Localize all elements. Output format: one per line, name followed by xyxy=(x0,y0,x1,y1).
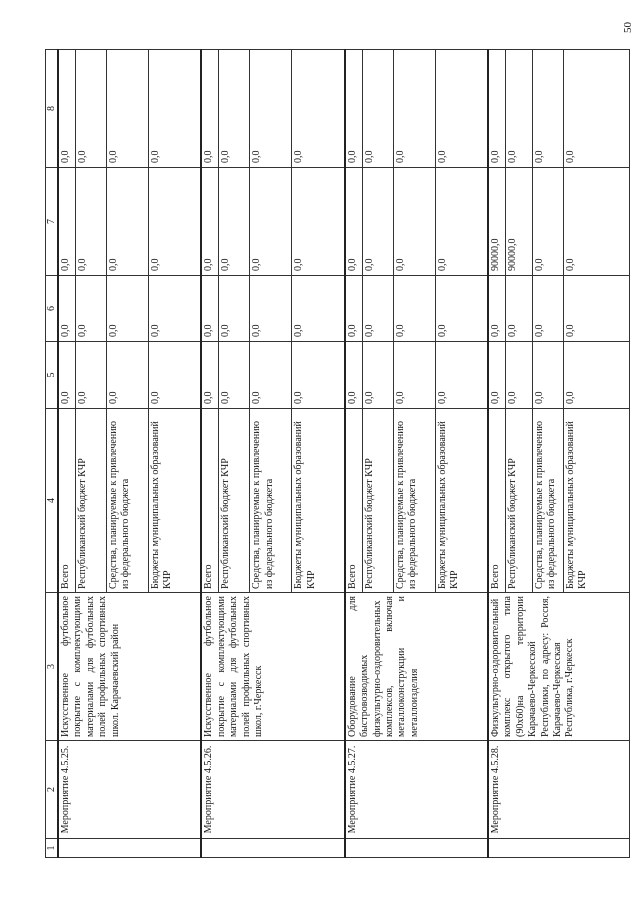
value-cell-col-5: 0,0 xyxy=(250,342,292,409)
value-cell-col-8: 0,0 xyxy=(506,50,532,168)
value-cell-col-5: 0,0 xyxy=(532,342,563,409)
value-cell-col-5: 0,0 xyxy=(345,342,363,409)
value-cell-col-8: 0,0 xyxy=(219,50,250,168)
value-cell-col-8: 0,0 xyxy=(58,50,76,168)
value-cell-col-6: 0,0 xyxy=(219,276,250,342)
value-cell-col-6: 0,0 xyxy=(106,276,148,342)
value-cell-col-7: 0,0 xyxy=(345,168,363,276)
row-number-cell xyxy=(345,839,488,858)
value-cell-col-7: 90000,0 xyxy=(488,168,506,276)
value-cell-col-6: 0,0 xyxy=(563,276,629,342)
event-description-cell: Физкультурно-оздоровительный комплекс открытого типа (90х60)на территории Карачаево-Черкесской Республики, по адресу: Россия, Карачаево-Черкесская Республика, г.Черкесск xyxy=(488,593,629,741)
value-cell-col-6: 0,0 xyxy=(148,276,201,342)
value-cell-col-7: 0,0 xyxy=(106,168,148,276)
event-name-cell: Мероприятие 4.5.28. xyxy=(488,741,629,839)
funding-source-cell: Бюджеты муниципальных образований КЧР xyxy=(148,409,201,593)
column-header-4: 4 xyxy=(46,409,59,593)
value-cell-col-6: 0,0 xyxy=(76,276,107,342)
value-cell-col-5: 0,0 xyxy=(393,342,435,409)
value-cell-col-5: 0,0 xyxy=(488,342,506,409)
value-cell-col-8: 0,0 xyxy=(362,50,393,168)
value-cell-col-7: 0,0 xyxy=(532,168,563,276)
value-cell-col-6: 0,0 xyxy=(435,276,488,342)
funding-source-cell: Средства, планируемые к привлечению из федерального бюджета xyxy=(393,409,435,593)
value-cell-col-6: 0,0 xyxy=(58,276,76,342)
funding-source-cell: Средства, планируемые к привлечению из федерального бюджета xyxy=(532,409,563,593)
event-name-cell: Мероприятие 4.5.26. xyxy=(201,741,344,839)
value-cell-col-7: 0,0 xyxy=(219,168,250,276)
value-cell-col-6: 0,0 xyxy=(488,276,506,342)
value-cell-col-5: 0,0 xyxy=(106,342,148,409)
value-cell-col-8: 0,0 xyxy=(563,50,629,168)
value-cell-col-6: 0,0 xyxy=(201,276,219,342)
column-header-6: 6 xyxy=(46,276,59,342)
value-cell-col-5: 0,0 xyxy=(292,342,345,409)
value-cell-col-7: 0,0 xyxy=(76,168,107,276)
funding-source-cell: Всего xyxy=(58,409,76,593)
table-row xyxy=(345,50,363,858)
funding-source-cell: Республиканский бюджет КЧР xyxy=(506,409,532,593)
funding-source-cell: Республиканский бюджет КЧР xyxy=(76,409,107,593)
value-cell-col-5: 0,0 xyxy=(362,342,393,409)
funding-source-cell: Средства, планируемые к привлечению из федерального бюджета xyxy=(106,409,148,593)
value-cell-col-7: 0,0 xyxy=(393,168,435,276)
funding-source-cell: Всего xyxy=(345,409,363,593)
row-number-cell xyxy=(201,839,344,858)
funding-source-cell: Бюджеты муниципальных образований КЧР xyxy=(292,409,345,593)
table-header xyxy=(46,50,59,858)
column-header-8: 8 xyxy=(46,50,59,168)
value-cell-col-6: 0,0 xyxy=(345,276,363,342)
value-cell-col-7: 90000,0 xyxy=(506,168,532,276)
column-header-1: 1 xyxy=(46,839,59,858)
value-cell-col-5: 0,0 xyxy=(563,342,629,409)
funding-source-cell: Средства, планируемые к привлечению из федерального бюджета xyxy=(250,409,292,593)
row-number-cell xyxy=(58,839,201,858)
value-cell-col-7: 0,0 xyxy=(362,168,393,276)
page-number: 50 xyxy=(622,22,634,33)
value-cell-col-6: 0,0 xyxy=(362,276,393,342)
funding-source-cell: Республиканский бюджет КЧР xyxy=(362,409,393,593)
event-description-cell: Искусственное футбольное покрытие с комплектующими материалами для футбольных полей профильных спортивных школ. Карачаевский район xyxy=(58,593,201,741)
value-cell-col-5: 0,0 xyxy=(506,342,532,409)
value-cell-col-7: 0,0 xyxy=(563,168,629,276)
column-header-3: 3 xyxy=(46,593,59,741)
value-cell-col-7: 0,0 xyxy=(250,168,292,276)
value-cell-col-8: 0,0 xyxy=(393,50,435,168)
funding-source-cell: Всего xyxy=(201,409,219,593)
event-description-cell: Оборудование для быстровозводимых физкультурно-оздоровительных комплексов, включая металлоконструкции и металлоизделия xyxy=(345,593,488,741)
value-cell-col-5: 0,0 xyxy=(201,342,219,409)
value-cell-col-6: 0,0 xyxy=(532,276,563,342)
value-cell-col-7: 0,0 xyxy=(58,168,76,276)
value-cell-col-6: 0,0 xyxy=(250,276,292,342)
column-header-2: 2 xyxy=(46,741,59,839)
funding-source-cell: Республиканский бюджет КЧР xyxy=(219,409,250,593)
value-cell-col-7: 0,0 xyxy=(148,168,201,276)
document-page xyxy=(45,50,630,858)
value-cell-col-7: 0,0 xyxy=(292,168,345,276)
value-cell-col-8: 0,0 xyxy=(148,50,201,168)
value-cell-col-8: 0,0 xyxy=(345,50,363,168)
table-row xyxy=(488,50,506,858)
value-cell-col-8: 0,0 xyxy=(250,50,292,168)
value-cell-col-5: 0,0 xyxy=(58,342,76,409)
funding-source-cell: Всего xyxy=(488,409,506,593)
funding-source-cell: Бюджеты муниципальных образований КЧР xyxy=(563,409,629,593)
column-header-5: 5 xyxy=(46,342,59,409)
value-cell-col-8: 0,0 xyxy=(292,50,345,168)
value-cell-col-8: 0,0 xyxy=(76,50,107,168)
value-cell-col-5: 0,0 xyxy=(148,342,201,409)
value-cell-col-8: 0,0 xyxy=(488,50,506,168)
event-name-cell: Мероприятие 4.5.27. xyxy=(345,741,488,839)
table-row xyxy=(201,50,219,858)
table-row xyxy=(58,50,76,858)
value-cell-col-6: 0,0 xyxy=(292,276,345,342)
value-cell-col-8: 0,0 xyxy=(106,50,148,168)
value-cell-col-7: 0,0 xyxy=(435,168,488,276)
value-cell-col-5: 0,0 xyxy=(76,342,107,409)
table-body xyxy=(58,50,630,858)
value-cell-col-8: 0,0 xyxy=(435,50,488,168)
event-name-cell: Мероприятие 4.5.25. xyxy=(58,741,201,839)
row-number-cell xyxy=(488,839,629,858)
value-cell-col-8: 0,0 xyxy=(201,50,219,168)
event-description-cell: Искусственное футбольное покрытие с комплектующими материалами для футбольных полей профильных спортивных школ, г.Черкесск xyxy=(201,593,344,741)
column-header-7: 7 xyxy=(46,168,59,276)
value-cell-col-6: 0,0 xyxy=(506,276,532,342)
value-cell-col-6: 0,0 xyxy=(393,276,435,342)
funding-source-cell: Бюджеты муниципальных образований КЧР xyxy=(435,409,488,593)
value-cell-col-8: 0,0 xyxy=(532,50,563,168)
funding-table xyxy=(45,49,630,858)
value-cell-col-5: 0,0 xyxy=(219,342,250,409)
value-cell-col-7: 0,0 xyxy=(201,168,219,276)
value-cell-col-5: 0,0 xyxy=(435,342,488,409)
